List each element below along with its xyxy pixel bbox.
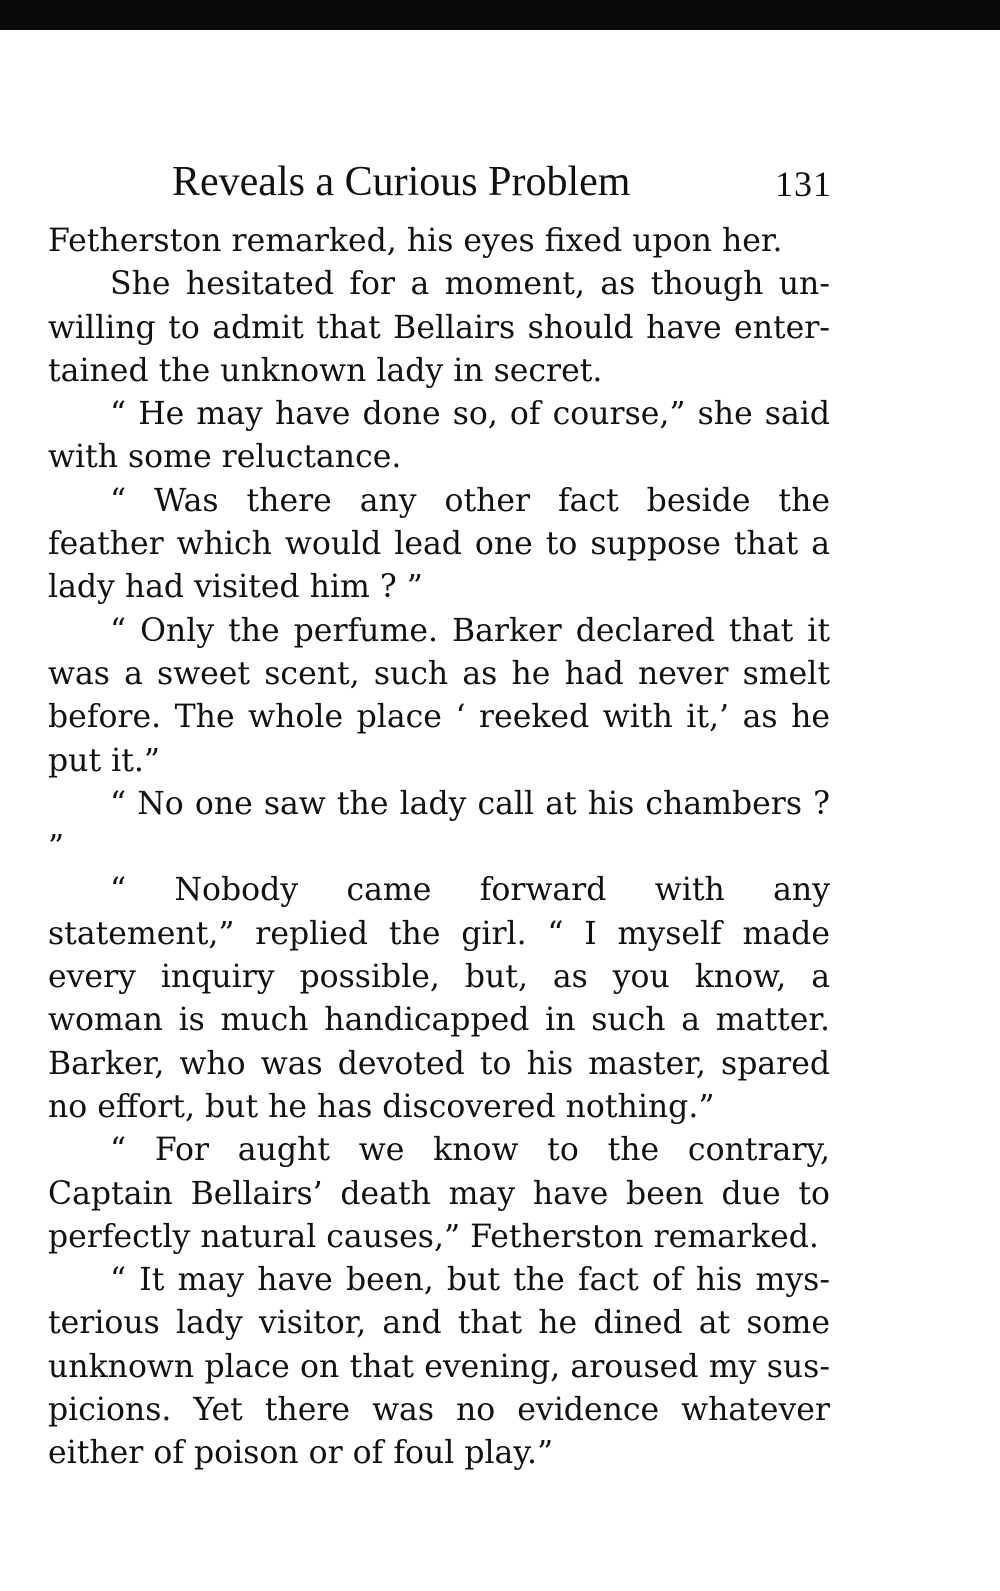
paragraph-9: “ It may have been, but the fact of his mysterious lady visitor, and that he dined at some unknown place on that evening, aroused my suspicions. Yet there was no evidence whatever either of poison or of foul play.” <box>48 1262 830 1472</box>
paragraph-2: She hesitated for a moment, as though unwilling to admit that Bellairs should have entertained the unknown lady in secret. <box>48 266 830 389</box>
page-number: 131 <box>775 164 832 204</box>
paragraph-8: “ For aught we know to the contrary, Captain Bellairs’ death may have been due to perfectly natural causes,” Fetherston remarked. <box>48 1132 830 1255</box>
running-header <box>172 152 832 212</box>
page-top-border <box>0 0 1000 30</box>
body-text <box>48 220 830 1476</box>
paragraph-1: Fetherston remarked, his eyes fixed upon her. <box>48 223 783 259</box>
paragraph-4: “ Was there any other fact beside the feather which would lead one to suppose that a lady had visited him ? ” <box>48 482 830 606</box>
chapter-title: Reveals a Curious Problem <box>172 159 631 205</box>
paragraph-6: “ No one saw the lady call at his chambers ? ” <box>48 785 830 866</box>
paragraph-3: “ He may have done so, of course,” she said with some reluctance. <box>48 396 830 476</box>
paragraph-7: “ Nobody came forward with any statement,” replied the girl. “ I myself made every inquiry possible, but, as you know, a woman is much handicapped in such a matter. Barker, who was devoted to his master, spared no effort, but he has discovered nothing.” <box>48 872 830 1125</box>
paragraph-5: “ Only the perfume. Barker declared that it was a sweet scent, such as he had never smelt before. The whole place ‘ reeked with it,’ as he put it.” <box>48 612 830 779</box>
